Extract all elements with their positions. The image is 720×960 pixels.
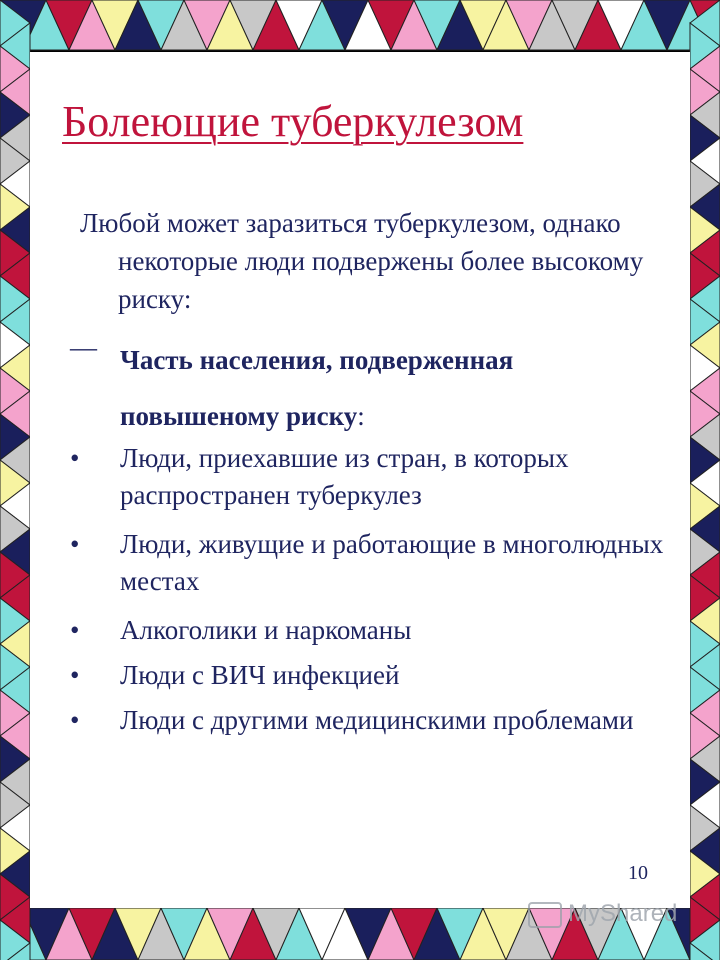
watermark-text: MyShared: [568, 900, 678, 927]
bullet-icon: •: [70, 529, 80, 559]
dash-marker: —: [70, 332, 97, 362]
page-number: 10: [628, 862, 648, 884]
risk-list: [70, 440, 670, 739]
bullet-icon: •: [70, 615, 80, 645]
bullet-icon: •: [70, 443, 80, 473]
bullet-icon: •: [70, 660, 80, 690]
list-item: • Алкоголики и наркоманы: [70, 612, 670, 649]
list-item: • Люди с другими медицинскими проблемами: [70, 702, 670, 739]
risk-group-label: Часть населения, подверженная повышеному риску: [120, 345, 514, 431]
list-item: • Люди, живущие и работающие в многолюдных местах: [70, 526, 670, 600]
presentation-icon: [528, 902, 562, 928]
slide-content: [30, 52, 690, 908]
intro-paragraph: Любой может заразиться туберкулезом, однако некоторые люди подвержены более высокому риску:: [80, 208, 644, 314]
slide-title: Болеющие туберкулезом: [62, 97, 524, 146]
list-item: • Люди с ВИЧ инфекцией: [70, 657, 670, 694]
risk-group-colon: :: [357, 401, 365, 431]
bullet-icon: •: [70, 705, 80, 735]
watermark: [528, 898, 688, 930]
list-item: • Люди, приехавшие из стран, в которых распространен туберкулез: [70, 440, 670, 514]
